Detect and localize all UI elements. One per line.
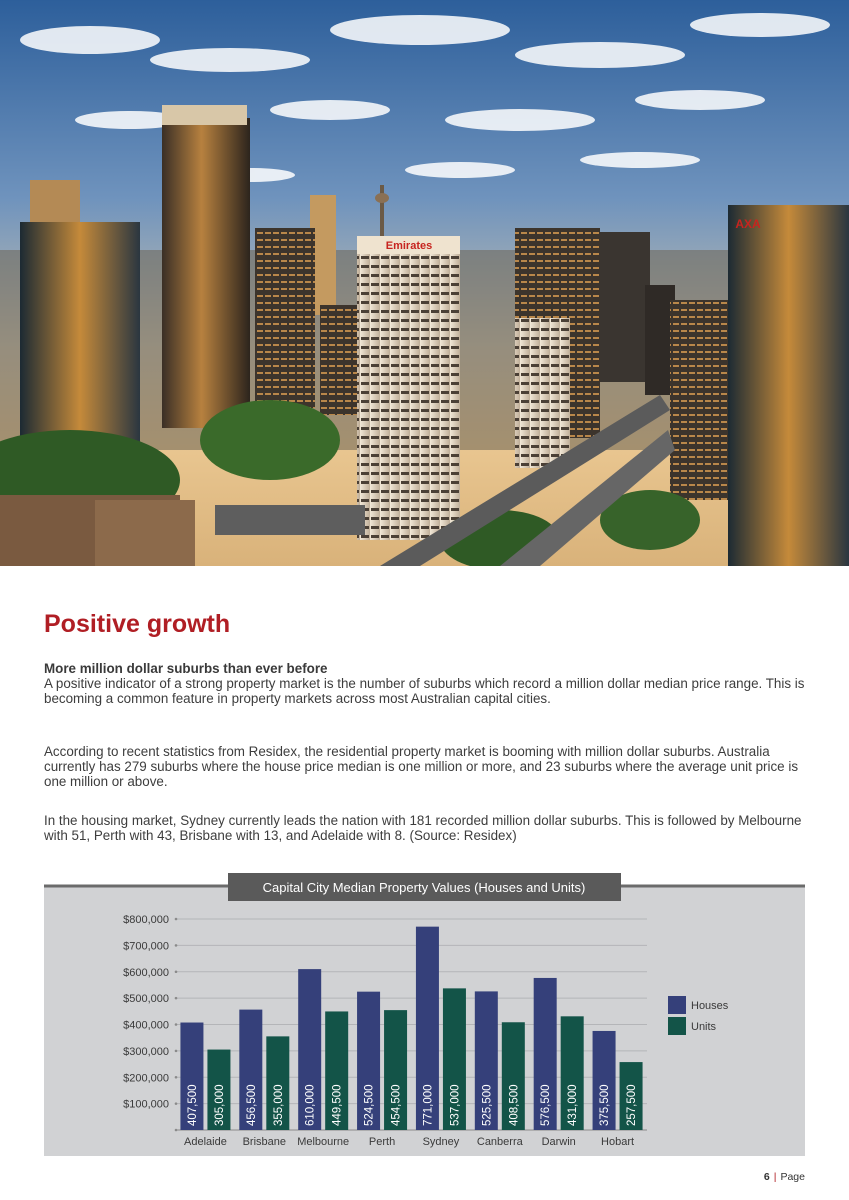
y-tick-label: $100,000	[123, 1098, 169, 1111]
data-label: 537,000	[449, 1084, 462, 1126]
axa-sign: AXA	[735, 217, 761, 231]
y-tick-label: $700,000	[123, 940, 169, 953]
data-label: 408,500	[508, 1084, 521, 1126]
data-label: 431,000	[567, 1084, 580, 1126]
x-category-label: Darwin	[541, 1136, 576, 1148]
chart-title: Capital City Median Property Values (Houses and Units)	[262, 880, 586, 895]
data-label: 576,500	[540, 1084, 553, 1126]
data-label: 375,500	[599, 1084, 612, 1126]
y-tick-mark	[175, 1050, 178, 1053]
data-label: 525,500	[481, 1084, 494, 1126]
page-footer	[764, 1171, 805, 1183]
y-tick-label: $400,000	[123, 1019, 169, 1032]
y-tick-label: $200,000	[123, 1072, 169, 1085]
x-category-label: Canberra	[476, 1136, 523, 1148]
x-category-label: Perth	[368, 1136, 396, 1148]
data-label: 456,500	[245, 1084, 258, 1126]
x-category-label: Sydney	[422, 1136, 460, 1148]
y-tick-mark	[175, 1023, 178, 1026]
page-title: Positive growth	[44, 610, 231, 638]
y-tick-mark	[175, 1076, 178, 1079]
page-label: Page	[780, 1171, 805, 1183]
y-tick-label: $300,000	[123, 1045, 169, 1058]
median-values-chart	[44, 873, 805, 1156]
y-tick-mark	[175, 997, 178, 1000]
x-category-label: Brisbane	[242, 1136, 287, 1148]
data-label: 771,000	[422, 1084, 435, 1126]
data-label: 407,500	[186, 1084, 199, 1126]
paragraph: In the housing market, Sydney currently leads the nation with 181 recorded million dollar suburbs. This is followed by Melbourne with 51, Perth with 43, Brisbane with 13, and Adelaide with 8. (Source: Residex)	[44, 813, 802, 843]
emirates-sign: Emirates	[385, 240, 433, 252]
data-label: 355,000	[272, 1084, 285, 1126]
city-skyline-photo	[0, 0, 849, 566]
legend-swatch-houses	[668, 996, 686, 1014]
paragraph: A positive indicator of a strong property market is the number of suburbs which record a million dollar median price range. This is becoming a common feature in property markets across most Australian capital cities.	[44, 676, 805, 706]
data-label: 449,500	[331, 1084, 344, 1126]
legend-swatch-units	[668, 1017, 686, 1035]
legend-label: Houses	[691, 1000, 729, 1012]
y-tick-mark	[175, 1102, 178, 1105]
y-tick-label: $600,000	[123, 966, 169, 979]
y-tick-mark	[175, 918, 178, 921]
data-label: 257,500	[626, 1084, 639, 1126]
x-category-label: Adelaide	[184, 1136, 227, 1148]
y-tick-mark	[175, 970, 178, 973]
paragraph: According to recent statistics from Residex, the residential property market is booming with million dollar suburbs. Australia currently has 279 suburbs where the house price median is one million or more, and 23 suburbs where the average unit price is one million or above.	[44, 744, 799, 789]
intro-section	[44, 661, 814, 706]
footer-separator: |	[773, 1171, 777, 1183]
data-label: 454,500	[390, 1084, 403, 1126]
y-tick-label: $500,000	[123, 993, 169, 1006]
x-category-label: Melbourne	[297, 1136, 350, 1148]
y-tick-mark	[175, 944, 178, 947]
subheading: More million dollar suburbs than ever before	[44, 661, 328, 676]
data-label: 524,500	[363, 1084, 376, 1126]
page-number: 6	[763, 1171, 770, 1183]
data-label: 610,000	[304, 1084, 317, 1126]
y-tick-label: $800,000	[123, 914, 169, 926]
chart-canvas	[44, 873, 805, 1156]
data-label: 305,000	[213, 1084, 226, 1126]
legend-label: Units	[691, 1021, 717, 1033]
x-category-label: Hobart	[601, 1136, 635, 1148]
